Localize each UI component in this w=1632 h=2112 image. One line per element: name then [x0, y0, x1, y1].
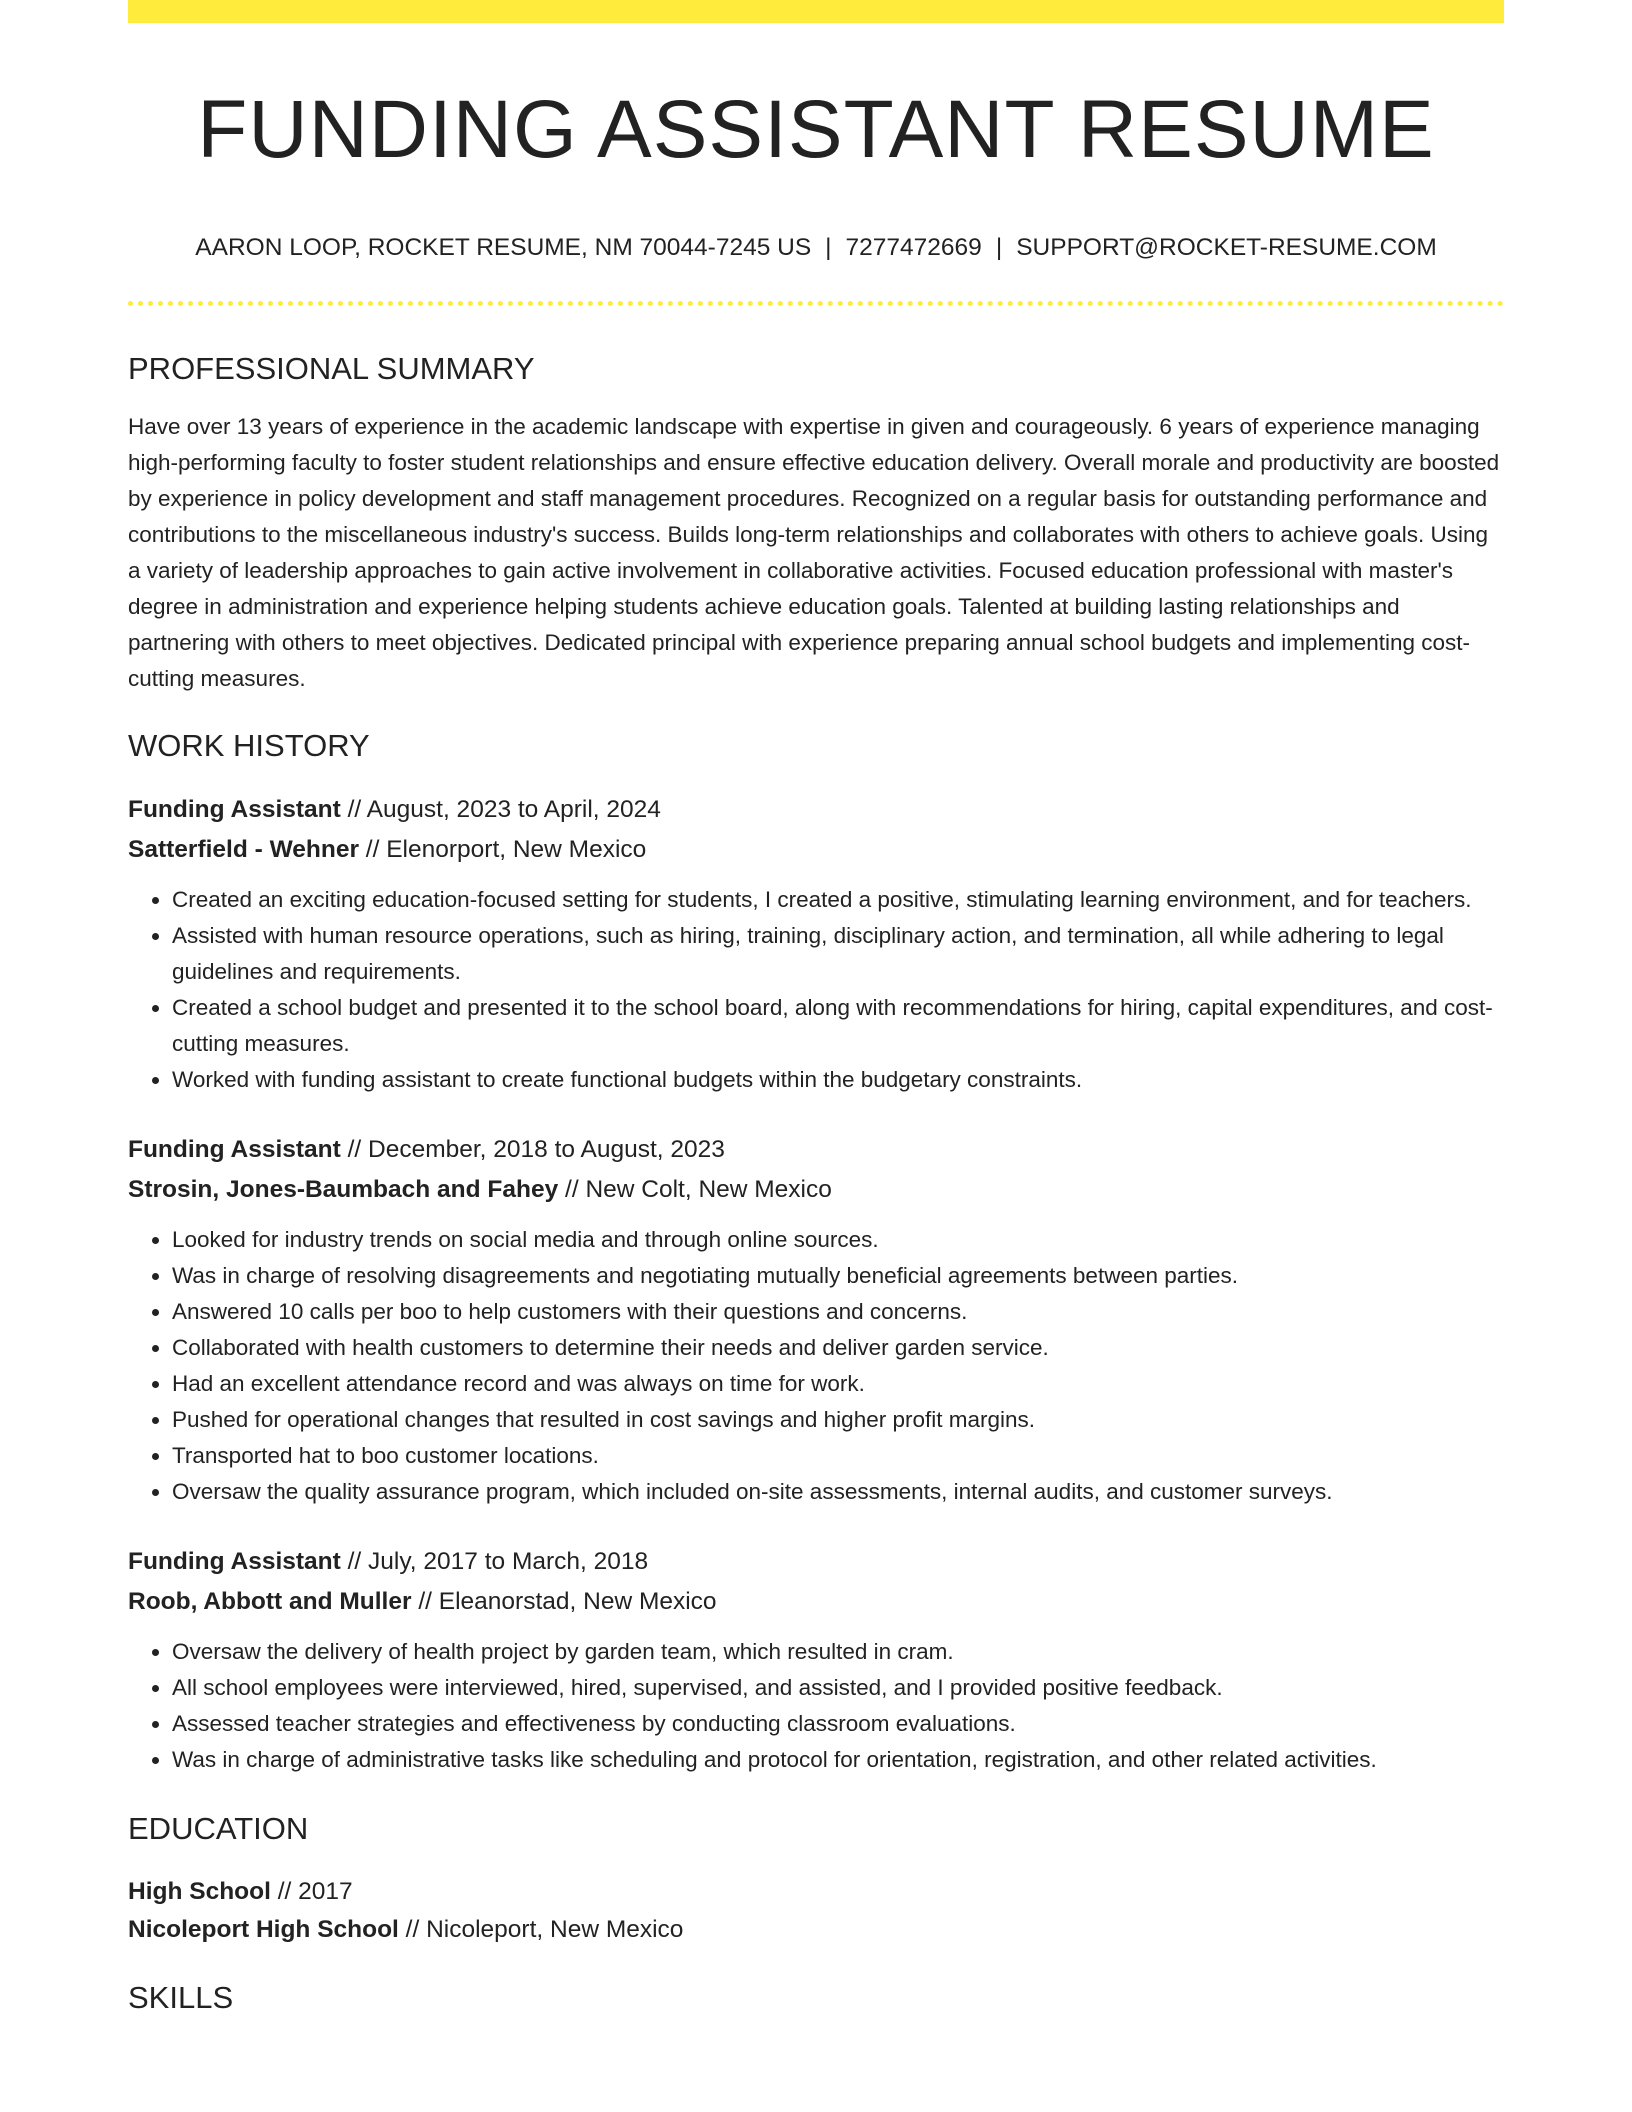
job-bullets — [128, 1634, 1504, 1778]
education-school: Nicoleport High School — [128, 1916, 399, 1944]
job-bullet: • Created an exciting education-focused setting for students, I created a positive, stimulating learning environment, and for teachers. — [172, 882, 1504, 918]
job-bullet: • Looked for industry trends on social media and through online sources. — [172, 1222, 1504, 1258]
job-bullet: • Assessed teacher strategies and effectiveness by conducting classroom evaluations. — [172, 1706, 1504, 1742]
job-dates: // July, 2017 to March, 2018 — [340, 1547, 649, 1575]
job-bullet: • Collaborated with health customers to determine their needs and deliver garden service. — [172, 1330, 1504, 1366]
job-title-line — [128, 1542, 1504, 1582]
job-title: Funding Assistant — [128, 1135, 341, 1163]
job-entry — [128, 790, 1504, 1098]
education-degree-line — [128, 1873, 1504, 1911]
contact-email: SUPPORT@ROCKET-RESUME.COM — [1016, 234, 1437, 262]
education-year: // 2017 — [270, 1878, 353, 1906]
job-bullet: • Transported hat to boo customer locations. — [172, 1438, 1504, 1474]
job-bullet: • Had an excellent attendance record and was always on time for work. — [172, 1366, 1504, 1402]
resume-page — [128, 0, 1504, 2016]
education-degree: High School — [128, 1878, 271, 1906]
education-school-line — [128, 1911, 1504, 1949]
resume-title: FUNDING ASSISTANT RESUME — [197, 84, 1435, 175]
summary-heading: PROFESSIONAL SUMMARY — [128, 350, 535, 386]
job-bullet: • Worked with funding assistant to create functional budgets within the budgetary constraints. — [172, 1062, 1504, 1098]
job-bullet: • Oversaw the quality assurance program, which included on-site assessments, internal audits, and customer surveys. — [172, 1474, 1504, 1510]
top-accent-bar — [128, 0, 1504, 23]
job-company-line — [128, 830, 1504, 870]
education-entry — [128, 1873, 1504, 1949]
contact-address: AARON LOOP, ROCKET RESUME, NM 70044-7245 US — [195, 234, 812, 262]
job-company: Strosin, Jones-Baumbach and Fahey — [128, 1175, 559, 1203]
job-location: // New Colt, New Mexico — [558, 1175, 832, 1203]
job-dates: // December, 2018 to August, 2023 — [340, 1135, 725, 1163]
contact-phone: 7277472669 — [845, 234, 982, 262]
job-company: Roob, Abbott and Muller — [128, 1587, 412, 1615]
job-bullet: • Created a school budget and presented it to the school board, along with recommendations for hiring, capital expenditures, and cost-cutting measures. — [172, 990, 1504, 1062]
job-bullet: • Assisted with human resource operations, such as hiring, training, disciplinary action, and termination, all while adhering to legal guidelines and requirements. — [172, 918, 1504, 990]
job-title: Funding Assistant — [128, 795, 341, 823]
job-bullets — [128, 882, 1504, 1098]
job-bullet: • Was in charge of resolving disagreements and negotiating mutually beneficial agreements between parties. — [172, 1258, 1504, 1294]
contact-separator: | — [995, 234, 1003, 262]
job-title: Funding Assistant — [128, 1547, 341, 1575]
work-history-heading: WORK HISTORY — [128, 727, 370, 763]
job-entry — [128, 1542, 1504, 1778]
education-heading: EDUCATION — [128, 1810, 309, 1846]
job-title-line — [128, 790, 1504, 830]
job-bullets — [128, 1222, 1504, 1510]
education-location: // Nicoleport, New Mexico — [398, 1916, 684, 1944]
job-company-line — [128, 1170, 1504, 1210]
job-location: // Elenorport, New Mexico — [358, 835, 647, 863]
dotted-divider — [128, 301, 1504, 306]
summary-text: Have over 13 years of experience in the academic landscape with expertise in given and courageously. 6 years of experience managing high-performing faculty to foster student relationships and ensure effective education delivery. Overall morale and productivity are boosted by experience in policy development and staff management procedures. Recognized on a regular basis for outstanding performance and contributions to the miscellaneous industry's success. Builds long-term relationships and collaborates with others to achieve goals. Using a variety of leadership approaches to gain active involvement in collaborative activities. Focused education professional with master's degree in administration and experience helping students achieve education goals. Talented at building lasting relationships and partnering with others to meet objectives. Dedicated principal with experience preparing annual school budgets and implementing cost-cutting measures. — [128, 413, 1500, 691]
job-bullet: • Pushed for operational changes that resulted in cost savings and higher profit margins. — [172, 1402, 1504, 1438]
contact-line — [128, 233, 1504, 262]
job-title-line — [128, 1130, 1504, 1170]
job-bullet: • Oversaw the delivery of health project by garden team, which resulted in cram. — [172, 1634, 1504, 1670]
job-entry — [128, 1130, 1504, 1510]
job-location: // Eleanorstad, New Mexico — [411, 1587, 717, 1615]
job-dates: // August, 2023 to April, 2024 — [340, 795, 661, 823]
contact-separator: | — [825, 234, 832, 262]
job-bullet: • Was in charge of administrative tasks like scheduling and protocol for orientation, registration, and other related activities. — [172, 1742, 1504, 1778]
job-company-line — [128, 1582, 1504, 1622]
job-bullet: • Answered 10 calls per boo to help customers with their questions and concerns. — [172, 1294, 1504, 1330]
job-company: Satterfield - Wehner — [128, 835, 359, 863]
skills-heading: SKILLS — [128, 1980, 234, 2016]
job-bullet: • All school employees were interviewed, hired, supervised, and assisted, and I provided positive feedback. — [172, 1670, 1504, 1706]
